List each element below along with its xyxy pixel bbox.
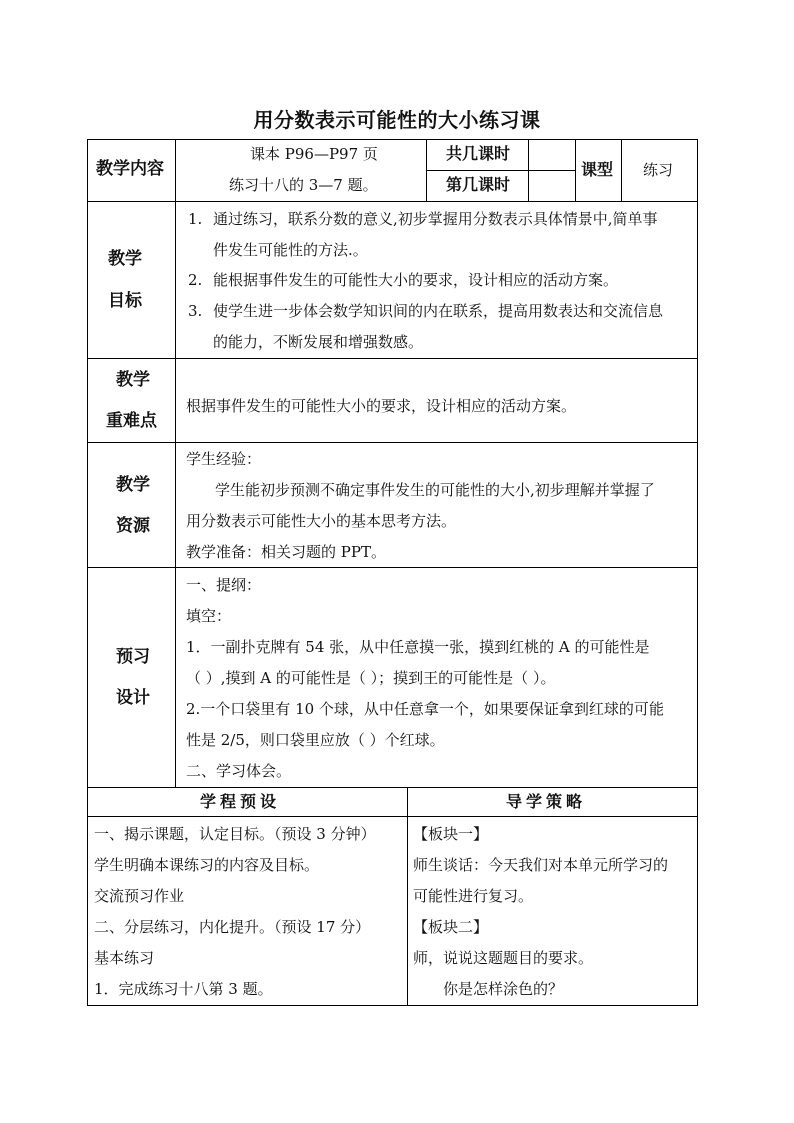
goal-number: 1. [188, 210, 203, 228]
resources-line: 学生经验： [186, 450, 262, 468]
preview-line: （ ）,摸到 A 的可能性是（ ）；摸到王的可能性是（ ）。 [186, 669, 556, 687]
row-divider [426, 170, 576, 171]
strategy-line: 师，说说这题题目的要求。 [413, 949, 594, 967]
lesson-type-value: 练习 [643, 161, 674, 179]
goal-number: 2. [188, 271, 203, 289]
goal-text: 使学生进一步体会数学知识间的内在联系，提高用数表达和交流信息 [213, 302, 664, 320]
process-line: 基本练习 [94, 949, 155, 967]
row-divider [87, 816, 698, 817]
process-line: 二、分层练习，内化提升。（预设 17 分） [94, 918, 371, 936]
strategy-line: 【板块一】 [413, 825, 489, 843]
process-line: 1．完成练习十八第 3 题。 [94, 980, 273, 998]
row-divider [87, 787, 698, 788]
process-line: 学生明确本课练习的内容及目标。 [94, 856, 320, 874]
lesson-type-label: 课型 [581, 160, 614, 179]
row-divider [87, 567, 698, 568]
preview-line: 性是 2/5，则口袋里应放（ ）个红球。 [186, 731, 445, 749]
process-line: 交流预习作业 [94, 887, 185, 905]
row-divider [87, 442, 698, 443]
period-number-label: 第几课时 [446, 175, 511, 194]
preview-line: 一、提纲： [186, 576, 262, 594]
table-border-right [697, 139, 698, 1006]
total-periods-label: 共几课时 [446, 144, 511, 163]
table-border-left [87, 139, 88, 1006]
content-line-2: 练习十八的 3—7 题。 [229, 176, 378, 194]
col-divider [175, 139, 176, 788]
row-divider [87, 201, 698, 202]
goal-text: 能根据事件发生的可能性大小的要求，设计相应的活动方案。 [213, 271, 619, 289]
goal-text: 通过练习，联系分数的意义,初步掌握用分数表示具体情景中,简单事 [213, 210, 658, 228]
goal-text-continued: 件发生可能性的方法.。 [213, 241, 368, 259]
preview-line: 1．一副扑克牌有 54 张，从中任意摸一张，摸到红桃的 A 的可能性是 [186, 638, 650, 656]
preview-line: 填空： [186, 607, 232, 625]
preview-label-line-2: 设计 [116, 688, 150, 708]
page-title: 用分数表示可能性的大小练习课 [253, 108, 541, 132]
goals-label-line-2: 目标 [108, 291, 142, 311]
resources-line: 用分数表示可能性大小的基本思考方法。 [186, 512, 457, 530]
content-label: 教学内容 [96, 159, 164, 179]
table-border-bottom [87, 1005, 698, 1006]
strategy-line: 师生谈话：今天我们对本单元所学习的 [413, 856, 669, 874]
strategy-line: 你是怎样涂色的？ [443, 980, 564, 998]
process-header: 学程预设 [200, 792, 281, 811]
goal-text-continued: 的能力，不断发展和增强数感。 [213, 333, 424, 351]
strategy-line: 可能性进行复习。 [413, 887, 534, 905]
content-line-1: 课本 P96—P97 页 [250, 145, 378, 163]
keypoints-label-line-1: 教学 [116, 370, 150, 390]
preview-label-line-1: 预习 [116, 647, 150, 667]
strategy-header: 导学策略 [506, 792, 587, 811]
resources-line: 学生能初步预测不确定事件发生的可能性的大小,初步理解并掌握了 [215, 481, 655, 499]
strategy-line: 【板块二】 [413, 918, 489, 936]
keypoints-label-line-2: 重难点 [106, 411, 157, 431]
process-line: 一、揭示课题，认定目标。（预设 3 分钟） [94, 825, 376, 843]
goal-number: 3. [188, 302, 203, 320]
preview-line: 2.一个口袋里有 10 个球，从中任意拿一个，如果要保证拿到红球的可能 [186, 700, 664, 718]
table-border-top [87, 139, 698, 140]
resources-label-line-2: 资源 [116, 516, 150, 536]
row-divider [87, 358, 698, 359]
resources-line: 教学准备：相关习题的 PPT。 [186, 543, 386, 561]
col-divider [621, 139, 622, 202]
keypoints-text: 根据事件发生的可能性大小的要求，设计相应的活动方案。 [186, 397, 577, 415]
resources-label-line-1: 教学 [116, 475, 150, 495]
goals-label-line-1: 教学 [108, 249, 142, 269]
col-divider [407, 787, 408, 1006]
preview-line: 二、学习体会。 [186, 762, 292, 780]
